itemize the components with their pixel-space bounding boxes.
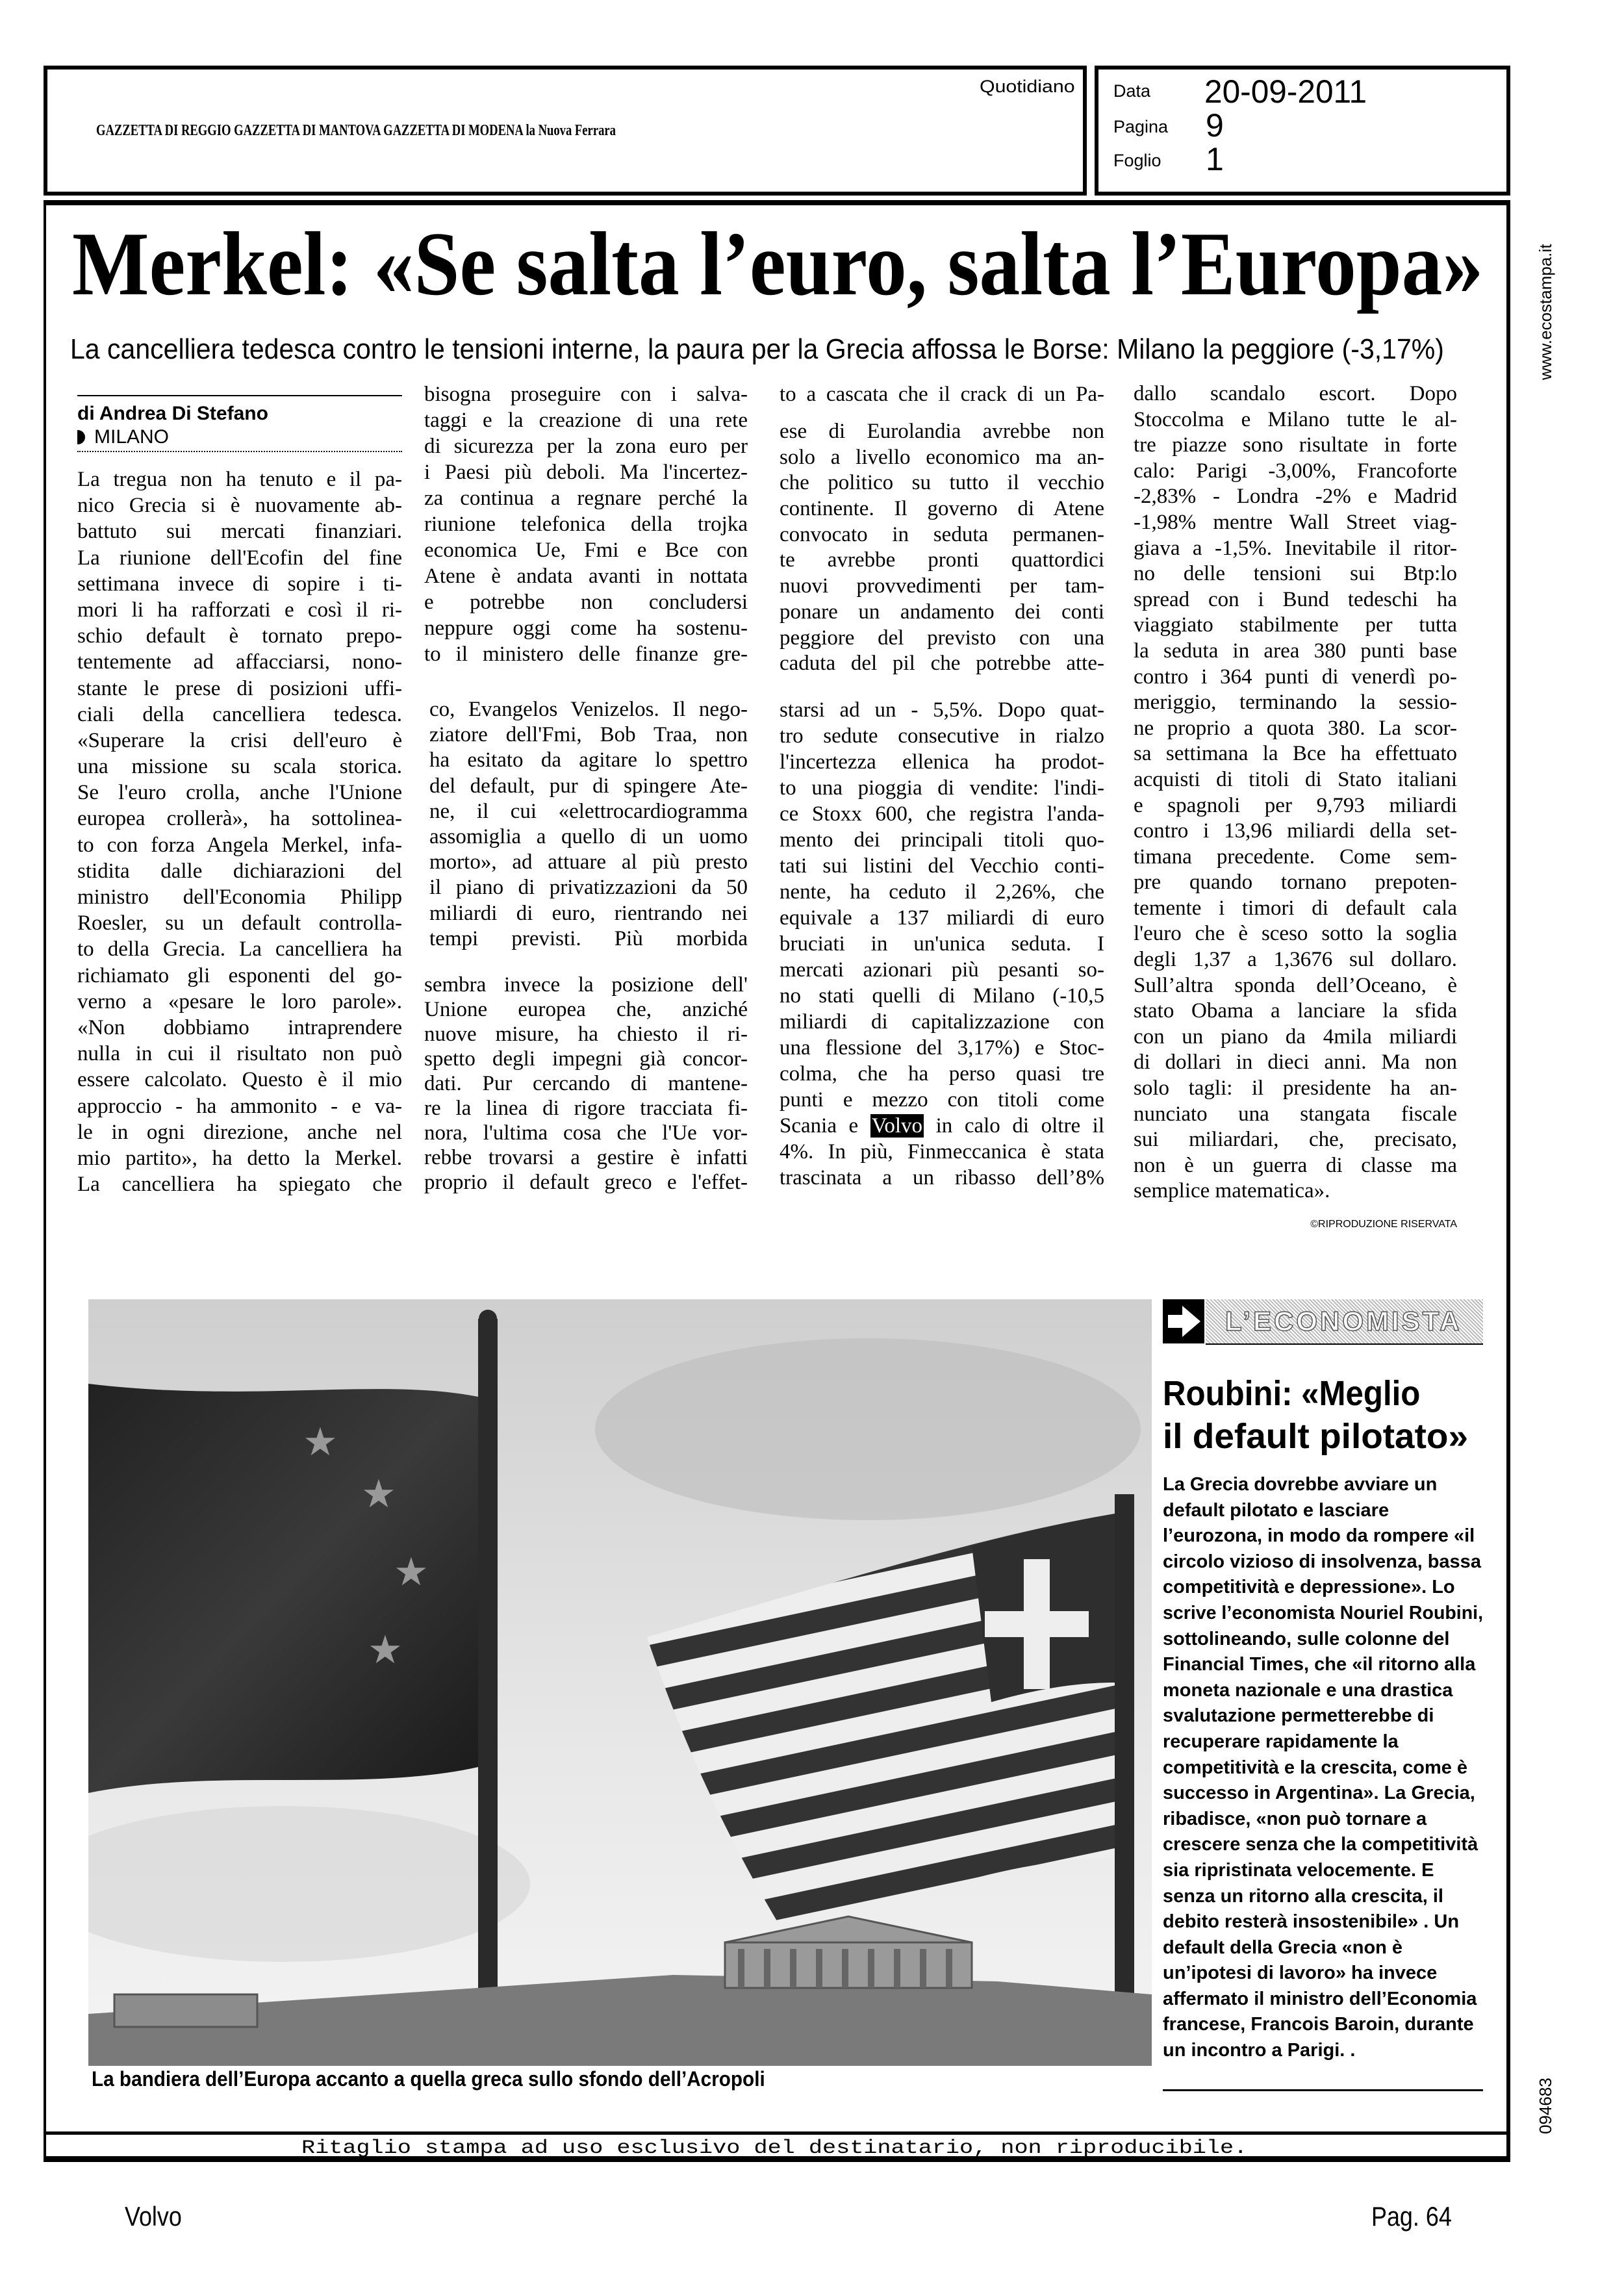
article-line: trascinata a un ribasso dell’8% bbox=[780, 1166, 1104, 1189]
article-line: no delle tensioni sui Btp:lo bbox=[1134, 562, 1457, 586]
article-line: miliardi di capitalizzazione con bbox=[780, 1010, 1104, 1034]
article-line: morto», ad attuare al più presto bbox=[429, 850, 748, 874]
article-line: timana precedente. Come sem- bbox=[1134, 845, 1457, 869]
article-line: meriggio, terminando la sessio- bbox=[1134, 691, 1457, 715]
article-column-2-block bbox=[424, 381, 748, 667]
article-line: spread con i Bund tedeschi ha bbox=[1134, 587, 1457, 611]
article-line: -2,83% - Londra -2% e Madrid bbox=[1134, 485, 1457, 509]
article-line: contro i 364 punti di venerdì po- bbox=[1134, 665, 1457, 689]
article-line: ciali della cancelliera tedesca. bbox=[77, 702, 402, 726]
article-line: i Paesi più deboli. Ma l'incertez- bbox=[424, 461, 748, 484]
article-line: e potrebbe non concludersi bbox=[424, 591, 748, 614]
article-column-3-block bbox=[780, 419, 1104, 677]
article-line: assomiglia a quello di un uomo bbox=[429, 824, 748, 848]
sidebar-title-line: il default pilotato» bbox=[1163, 1417, 1469, 1456]
sidebar-body-line: Financial Times, che «il ritorno alla bbox=[1163, 1654, 1476, 1675]
date-label: Data bbox=[1113, 81, 1151, 101]
article-line: pre quando tornano prepoten- bbox=[1134, 871, 1457, 895]
headline: Merkel: «Se salta l’euro, salta l’Europa» bbox=[72, 214, 1484, 314]
article-line: nulla in cui il risultato non può bbox=[77, 1042, 402, 1066]
article-line-part: Scania e bbox=[780, 1114, 870, 1138]
sidebar-body-line: scrive l’economista Nouriel Roubini, bbox=[1163, 1602, 1483, 1623]
article-line: e spagnoli per 9,793 miliardi bbox=[1134, 793, 1457, 817]
copyright-notice: ©RIPRODUZIONE RISERVATA bbox=[1310, 1219, 1457, 1230]
article-line: dati. Pur cercando di mantene- bbox=[424, 1072, 748, 1095]
sidebar-body-line: default pilotato e lasciare bbox=[1163, 1499, 1389, 1521]
article-column-3-block bbox=[780, 381, 1104, 407]
sidebar-body-line: successo in Argentina». La Grecia, bbox=[1163, 1783, 1475, 1804]
article-line: to con forza Angela Merkel, infa- bbox=[77, 833, 402, 857]
article-line: riunione telefonica della trojka bbox=[424, 513, 748, 536]
article-line: neppure oggi come ha sostenu- bbox=[424, 617, 748, 640]
sidebar-body-line: competitività e depressione». Lo bbox=[1163, 1577, 1455, 1598]
byline-dotted-rule bbox=[77, 451, 402, 452]
page-label: Pagina bbox=[1113, 117, 1169, 136]
article-line: -1,98% mentre Wall Street viag- bbox=[1134, 510, 1457, 534]
article-line: convocato in seduta permanen- bbox=[780, 522, 1104, 546]
sidebar-body-line: l’eurozona, in modo da rompere «il bbox=[1163, 1525, 1475, 1547]
article-column-2-block bbox=[429, 697, 748, 952]
article-line: solo tagli: il presidente ha an- bbox=[1134, 1076, 1457, 1100]
article-line: to della Grecia. La cancelliera ha bbox=[77, 937, 402, 961]
eu-flag-pole bbox=[478, 1319, 498, 2066]
sidebar-body-line: debito resterà insostenibile» . Un bbox=[1163, 1911, 1460, 1933]
article-line: nunciato una stangata fiscale bbox=[1134, 1102, 1457, 1126]
article-line: con un piano da 4mila miliardi bbox=[1134, 1024, 1457, 1049]
byline-location: MILANO bbox=[94, 426, 170, 448]
sidebar-body-line: crescere senza che la competitività bbox=[1163, 1834, 1478, 1855]
date-value: 20-09-2011 bbox=[1204, 73, 1367, 110]
article-line: starsi ad un - 5,5%. Dopo quat- bbox=[780, 698, 1104, 722]
sidebar-body-line: moneta nazionale e una drastica bbox=[1163, 1679, 1453, 1701]
page-number: Pag. 64 bbox=[1371, 2201, 1452, 2232]
article-line: acquisti di titoli di Stato italiani bbox=[1134, 767, 1457, 791]
svg-text:★: ★ bbox=[394, 1551, 429, 1594]
article-line: za continua a regnare perché la bbox=[424, 487, 748, 510]
article-line: Atene è andata avanti in nottata bbox=[424, 565, 748, 588]
article-line: europea crollerà», ha sottolinea- bbox=[77, 807, 402, 831]
photo-flags-acropolis bbox=[88, 1299, 1152, 2066]
article-line: nico Grecia si è nuovamente ab- bbox=[77, 494, 402, 518]
arrow-icon bbox=[1163, 1299, 1204, 1343]
page-value: 9 bbox=[1206, 107, 1224, 144]
article-line: «Superare la crisi dell'euro è bbox=[77, 728, 402, 752]
article-line: to una pioggia di vendite: l'indi- bbox=[780, 776, 1104, 800]
section-kicker: L’ECONOMISTA bbox=[1225, 1306, 1462, 1336]
photo-caption: La bandiera dell’Europa accanto a quella greca sullo sfondo dell’Acropoli bbox=[92, 2067, 765, 2091]
svg-text:★: ★ bbox=[368, 1629, 403, 1672]
article-line: calo: Parigi -3,00%, Francoforte bbox=[1134, 459, 1457, 483]
article-line: colma, che ha perso quasi tre bbox=[780, 1062, 1104, 1086]
article-line: una flessione del 3,17%) e Stoc- bbox=[780, 1036, 1104, 1060]
section-kicker-banner bbox=[1206, 1299, 1483, 1345]
article-line: ha esitato da agitare lo spettro bbox=[429, 748, 748, 772]
article-line: ministro dell'Economia Philipp bbox=[77, 885, 402, 909]
article-line: sui miliardari, che, precisato, bbox=[1134, 1128, 1457, 1152]
article-line-part: in calo di oltre il bbox=[924, 1114, 1105, 1138]
article-line bbox=[780, 1113, 1104, 1139]
article-line: tentemente ad affacciarsi, nono- bbox=[77, 650, 402, 674]
article-line: richiamato gli esponenti del go- bbox=[77, 963, 402, 987]
article-line: «Non dobbiamo intraprendere bbox=[77, 1015, 402, 1039]
clipping-code: 094683 bbox=[1536, 2078, 1555, 2134]
article-line: mio partito», ha detto la Merkel. bbox=[77, 1146, 402, 1170]
sidebar-body-line: senza un ritorno alla crescita, il bbox=[1163, 1885, 1443, 1907]
highlighted-keyword: Volvo bbox=[871, 1114, 923, 1138]
sidebar-body-line: competitività e la crescita, come è bbox=[1163, 1757, 1468, 1778]
sidebar-body-line: svalutazione permetterebbe di bbox=[1163, 1705, 1434, 1727]
article-line: Roesler, su un default controlla- bbox=[77, 911, 402, 935]
sidebar-body-line: default della Grecia «non è bbox=[1163, 1937, 1403, 1958]
article-column-2-block bbox=[424, 973, 748, 1195]
article-line: la seduta in area 380 punti base bbox=[1134, 639, 1457, 663]
article-line: contro i 13,96 miliardi della set- bbox=[1134, 819, 1457, 843]
article-line: rebbe trovarsi a gestire è infatti bbox=[424, 1146, 748, 1169]
article-line: bisogna proseguire con i salva- bbox=[424, 383, 748, 406]
article-line: tempi previsti. Più morbida bbox=[429, 926, 748, 950]
sidebar-body-line: recuperare rapidamente la bbox=[1163, 1731, 1399, 1752]
sidebar-body-line: sottolineando, sulle colonne del bbox=[1163, 1628, 1450, 1649]
article-line: del default, pur di spingere Ate- bbox=[429, 774, 748, 798]
article-line: il piano di privatizzazioni da 50 bbox=[429, 876, 748, 900]
location-marker-icon bbox=[77, 430, 85, 444]
article-line: co, Evangelos Venizelos. Il nego- bbox=[429, 698, 748, 721]
sidebar-body-line: circolo vizioso di insolvenza, bassa bbox=[1163, 1551, 1481, 1572]
sheet-label: Foglio bbox=[1113, 151, 1161, 170]
sidebar-body-line: un incontro a Parigi. . bbox=[1163, 2040, 1356, 2061]
subtitle: La cancelliera tedesca contro le tensioni interne, la paura per la Grecia affossa le Borse: Milano la peggiore (-3,17%) bbox=[70, 333, 1444, 365]
article-line: verno a «pesare le loro parole». bbox=[77, 989, 402, 1013]
article-line: semplice matematica». bbox=[1134, 1179, 1330, 1203]
article-line: continente. Il governo di Atene bbox=[780, 497, 1104, 521]
article-line: Se l'euro crolla, anche l'Unione bbox=[77, 781, 402, 805]
article-line: re la linea di rigore tracciata fi- bbox=[424, 1097, 748, 1120]
svg-text:★: ★ bbox=[361, 1473, 396, 1516]
article-line: peggiore del previsto con una bbox=[780, 626, 1104, 650]
article-line: le in ogni direzione, anche nel bbox=[77, 1120, 402, 1144]
sidebar-body-line: sia ripristinata velocemente. E bbox=[1163, 1859, 1434, 1881]
sidebar-body-line: ribadisce, «non può tornare a bbox=[1163, 1808, 1427, 1829]
article-line: essere calcolato. Questo è il mio bbox=[77, 1068, 402, 1092]
article-line: Sull’altra sponda dell’Oceano, è bbox=[1134, 973, 1457, 997]
footer-divider bbox=[44, 2131, 1510, 2135]
article-line: Unione europea che, anziché bbox=[424, 998, 748, 1021]
article-line: solo a livello economico ma an- bbox=[780, 445, 1104, 469]
article-line: punti e mezzo con titoli come bbox=[780, 1088, 1104, 1112]
article-line: ce Stoxx 600, che registra l'anda- bbox=[780, 802, 1104, 826]
article-line: Stoccolma e Milano tutte le al- bbox=[1134, 407, 1457, 431]
article-line: nora, l'ultima cosa che l'Ue vor- bbox=[424, 1121, 748, 1145]
article-line: tre piazze sono risultate in forte bbox=[1134, 433, 1457, 457]
reproduction-notice: Ritaglio stampa ad uso esclusivo del destinatario, non riproducibile. bbox=[301, 2137, 1248, 2159]
sidebar-body-line: La Grecia dovrebbe avviare un bbox=[1163, 1474, 1438, 1495]
svg-text:★: ★ bbox=[303, 1421, 338, 1464]
article-line: mento dei principali titoli quo- bbox=[780, 828, 1104, 852]
article-line: battuto sui mercati finanziari. bbox=[77, 520, 402, 544]
sidebar-body bbox=[1163, 1472, 1488, 2064]
article-line: nente, ha ceduto il 2,26%, che bbox=[780, 880, 1104, 904]
article-line: no stati quelli di Milano (-10,5 bbox=[780, 984, 1104, 1008]
article-line: La cancelliera ha spiegato che bbox=[77, 1173, 402, 1197]
sheet-value: 1 bbox=[1206, 141, 1224, 177]
article-line: nuove misure, ha chiesto il ri- bbox=[424, 1023, 748, 1046]
sidebar-bottom-rule bbox=[1163, 2089, 1483, 2091]
article-line: spetto degli impegni già concor- bbox=[424, 1047, 748, 1071]
article-line: giava a -1,5%. Inevitabile il ritor- bbox=[1134, 536, 1457, 560]
article-line: stidita dalle dichiarazioni del bbox=[77, 859, 402, 883]
article-line: tati sui listini del Vecchio conti- bbox=[780, 854, 1104, 878]
article-line: di sicurezza per la zona euro per bbox=[424, 435, 748, 458]
article-column-1-block bbox=[77, 466, 402, 1197]
article-line: settimana invece di sopire i ti- bbox=[77, 572, 402, 596]
article-line: di dollari in dieci anni. Ma non bbox=[1134, 1050, 1457, 1075]
article-line: 4%. In più, Finmeccanica è stata bbox=[780, 1140, 1104, 1164]
sidebar-body-line: un’ipotesi di lavoro» ha invece bbox=[1163, 1963, 1438, 1984]
ecostampa-site-mark: www.ecostampa.it bbox=[1536, 244, 1555, 380]
periodicity-label: Quotidiano bbox=[980, 77, 1075, 96]
article-line: tro sedute consecutive in rialzo bbox=[780, 724, 1104, 748]
article-line: stato Obama a lanciare la sfida bbox=[1134, 999, 1457, 1023]
sidebar-body-line: francese, Francois Baroin, durante bbox=[1163, 2014, 1474, 2035]
article-line: taggi e la creazione di una rete bbox=[424, 409, 748, 432]
article-line: La riunione dell'Ecofin del fine bbox=[77, 546, 402, 570]
article-line: ne proprio a quota 380. La scor- bbox=[1134, 716, 1457, 740]
article-line: to a cascata che il crack di un Pa- bbox=[780, 383, 1104, 406]
article-line: te avrebbe pronti quattordici bbox=[780, 548, 1104, 572]
article-line: equivale a 137 miliardi di euro bbox=[780, 906, 1104, 930]
byline-top-rule bbox=[77, 395, 402, 396]
article-line: non è un guerra di classe ma bbox=[1134, 1153, 1457, 1177]
article-line: bruciati in un'unica seduta. I bbox=[780, 932, 1104, 956]
article-line: miliardi di euro, rientrando nei bbox=[429, 901, 748, 925]
source-newspapers-logo: GAZZETTA DI REGGIO GAZZETTA DI MANTOVA GAZZETTA DI MODENA la Nuova Ferrara bbox=[96, 122, 616, 139]
article-line: ziatore dell'Fmi, Bob Traa, non bbox=[429, 723, 748, 747]
article-line: temente i timori di default cala bbox=[1134, 896, 1457, 920]
greek-flag-pole bbox=[1115, 1494, 1134, 2066]
article-line: caduta del pil che potrebbe atte- bbox=[780, 652, 1104, 676]
article-line: mori li ha rafforzati e così il ri- bbox=[77, 598, 402, 622]
article-column-4-block bbox=[1134, 381, 1457, 1204]
article-line: ese di Eurolandia avrebbe non bbox=[780, 420, 1104, 443]
client-name: Volvo bbox=[125, 2201, 182, 2232]
byline-author: di Andrea Di Stefano bbox=[77, 403, 268, 424]
article-line: sa settimana la Bce ha effettuato bbox=[1134, 742, 1457, 766]
article-line: to il ministero delle finanze gre- bbox=[424, 642, 748, 666]
sidebar-body-line: affermato il ministro dell’Economia bbox=[1163, 1988, 1477, 2009]
article-line: schio default è tornato prepo- bbox=[77, 624, 402, 648]
article-line: ponare un andamento dei conti bbox=[780, 600, 1104, 624]
article-line: economica Ue, Fmi e Bce con bbox=[424, 539, 748, 562]
article-line: l'incertezza ellenica ha prodot- bbox=[780, 750, 1104, 774]
article-line: approccio - ha ammonito - e va- bbox=[77, 1094, 402, 1118]
article-line: sembra invece la posizione dell' bbox=[424, 973, 748, 997]
article-line: mercati azionari più pesanti so- bbox=[780, 958, 1104, 982]
article-line: ne, il cui «elettrocardiogramma bbox=[429, 799, 748, 823]
article-line: che politico su tutto il vecchio bbox=[780, 471, 1104, 495]
article-line: l'euro che è sceso sotto la soglia bbox=[1134, 922, 1457, 946]
article-line: dallo scandalo escort. Dopo bbox=[1134, 382, 1457, 405]
article-column-3-block bbox=[780, 697, 1104, 1191]
article-line: stante le prese di posizioni uffi- bbox=[77, 676, 402, 700]
article-line: una missione su scala storica. bbox=[77, 755, 402, 779]
article-line: degli 1,37 a 1,3676 sul dollaro. bbox=[1134, 948, 1457, 972]
article-line: viaggiato stabilmente per tutta bbox=[1134, 613, 1457, 637]
sidebar-title-line: Roubini: «Meglio bbox=[1163, 1374, 1421, 1413]
article-line: La tregua non ha tenuto e il pa- bbox=[77, 468, 402, 491]
article-line: proprio il default greco e l'effet- bbox=[424, 1171, 748, 1194]
article-line: nuovi provvedimenti per tam- bbox=[780, 574, 1104, 598]
